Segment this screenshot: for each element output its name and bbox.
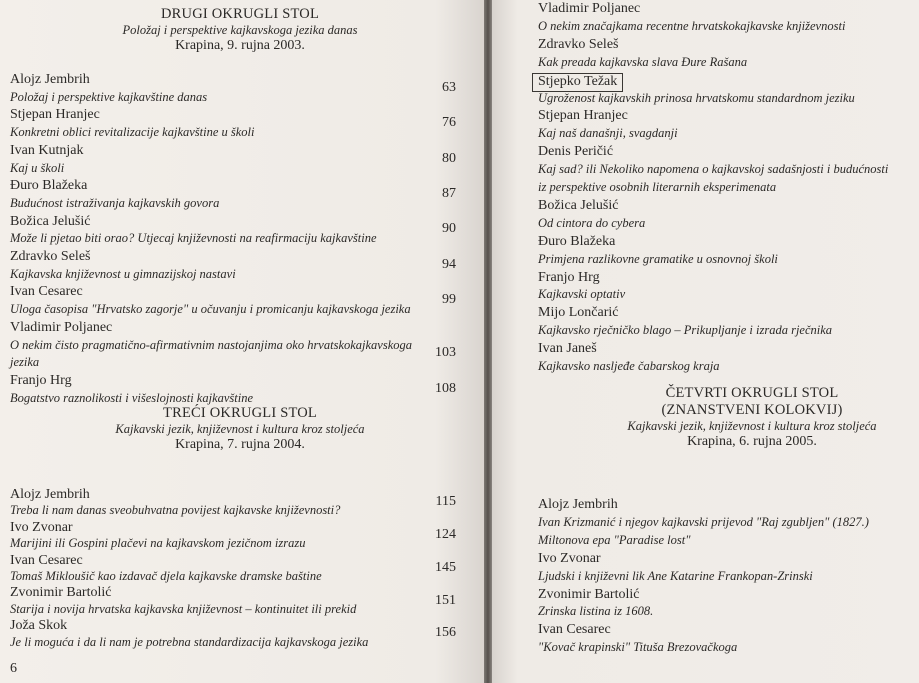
section-2-header xyxy=(30,6,450,54)
entry-author: Alojz Jembrih xyxy=(10,487,90,502)
entry-page-number: 99 xyxy=(442,292,456,308)
entry-title: Budućnost istraživanja kajkavskih govora xyxy=(10,195,220,210)
entry-author: Franjo Hrg xyxy=(538,269,600,285)
entry-page-number: 87 xyxy=(442,186,456,202)
entry-title: Kaj sad? ili Nekoliko napomena o kajkavskoj sadašnjosti i budućnosti xyxy=(538,162,889,177)
entry-author: Stjepko Težak xyxy=(532,73,623,92)
section-title: DRUGI OKRUGLI STOL xyxy=(161,6,319,22)
entry-title: Kak preada kajkavska slava Đure Rašana xyxy=(538,54,748,69)
entry-title: Konkretni oblici revitalizacije kajkavštine u školi xyxy=(10,125,255,140)
section-3-header xyxy=(30,405,450,453)
entry-author: Ivan Kutnjak xyxy=(10,142,84,158)
entry-author: Alojz Jembrih xyxy=(10,72,90,87)
entry-title: Zrinska listina iz 1608. xyxy=(538,604,654,619)
entry-author: Ivo Zvonar xyxy=(10,519,73,535)
entry-author: Zvonimir Bartolić xyxy=(538,586,640,602)
section-date: Krapina, 9. rujna 2003. xyxy=(175,38,305,53)
section-title: TREĆI OKRUGLI STOL xyxy=(163,405,317,421)
entry-title: Kajkavski optativ xyxy=(538,287,626,302)
section-date: Krapina, 7. rujna 2004. xyxy=(175,437,305,452)
section-date: Krapina, 6. rujna 2005. xyxy=(687,434,817,449)
entry-author: Ivan Cesarec xyxy=(538,622,611,638)
book-gutter xyxy=(484,0,492,683)
entry-title: Je li moguća i da li nam je potrebna standardizacija kajkavskoga jezika xyxy=(10,634,369,649)
entry-title: Kaj naš današnji, svagdanji xyxy=(538,126,678,141)
entry-author: Božica Jelušić xyxy=(10,213,91,229)
entry-author: Ivan Janeš xyxy=(538,341,597,357)
entry-author: Đuro Blažeka xyxy=(538,233,616,249)
entry-page-number: 145 xyxy=(435,559,456,575)
entry-title: Uloga časopisa "Hrvatsko zagorje" u očuvanju i promicanju kajkavskoga jezika xyxy=(10,302,411,317)
entry-page-number: 108 xyxy=(435,380,456,396)
entry-author: Zdravko Seleš xyxy=(10,249,91,264)
entry-title-continued: iz perspektive osobnih literarnih eksperimenata xyxy=(538,180,777,194)
section-title-2: (ZNANSTVENI KOLOKVIJ) xyxy=(661,402,843,418)
entry-title: Tomaš Mikloušič kao izdavač djela kajkavske dramske baštine xyxy=(10,569,322,583)
entry-page-number: 76 xyxy=(442,115,456,131)
entry-title: O nekim čisto pragmatično-afirmativnim nastojanjima oko hrvatskokajkavskoga xyxy=(10,337,413,352)
entry-title: Od cintora do cybera xyxy=(538,215,646,230)
entry-title: Kajkavska književnost u gimnazijskoj nastavi xyxy=(10,266,236,281)
entry-title-continued: jezika xyxy=(10,355,40,370)
entry-page-number: 115 xyxy=(435,494,456,510)
entry-author: Stjepan Hranjec xyxy=(538,108,628,124)
entry-author: Ivan Cesarec xyxy=(10,552,83,568)
entry-title: Marijini ili Gospini plačevi na kajkavskom jezičnom izrazu xyxy=(10,536,306,551)
section-subtitle: Kajkavski jezik, književnost i kultura kroz stoljeća xyxy=(627,419,877,433)
entry-author: Zdravko Seleš xyxy=(538,36,619,52)
entry-author: Alojz Jembrih xyxy=(538,497,618,512)
entry-author: Joža Skok xyxy=(10,618,68,634)
entry-author: Vladimir Poljanec xyxy=(538,1,641,16)
entry-page-number: 156 xyxy=(435,625,456,641)
entry-title: Kaj u školi xyxy=(10,160,65,175)
entry-title: O nekim značajkama recentne hrvatskokajkavske književnosti xyxy=(538,18,846,33)
entry-author: Đuro Blažeka xyxy=(10,178,88,194)
entry-author: Zvonimir Bartolić xyxy=(10,585,112,601)
entry-page-number: 103 xyxy=(435,345,456,361)
entry-title: Može li pjetao biti orao? Utjecaj književnosti na reafirmaciju kajkavštine xyxy=(10,231,377,246)
entry-title: Kajkavsko rječničko blago – Prikupljanje i izrada rječnika xyxy=(538,323,833,338)
entry-title: Položaj i perspektive kajkavštine danas xyxy=(10,89,208,104)
entry-title: Ugroženost kajkavskih prinosa hrvatskomu standardnom jeziku xyxy=(538,90,855,105)
section-subtitle: Položaj i perspektive kajkavskoga jezika danas xyxy=(122,23,358,37)
entry-page-number: 90 xyxy=(442,221,456,237)
section-title: ČETVRTI OKRUGLI STOL xyxy=(665,385,839,401)
entry-title: Bogatstvo raznolikosti i višeslojnosti kajkavštine xyxy=(10,390,254,405)
entry-author: Franjo Hrg xyxy=(10,372,72,388)
entry-author: Mijo Lončarić xyxy=(538,305,619,321)
entry-author: Stjepan Hranjec xyxy=(10,107,100,123)
entry-page-number: 80 xyxy=(442,150,456,166)
entry-page-number: 151 xyxy=(435,592,456,608)
entry-author: Božica Jelušić xyxy=(538,197,619,213)
entry-page-number: 63 xyxy=(442,79,456,95)
entry-title: Ljudski i književni lik Ane Katarine Frankopan-Zrinski xyxy=(538,568,813,583)
section-4-header xyxy=(602,385,902,450)
entry-title: Primjena razlikovne gramatike u osnovnoj školi xyxy=(538,251,778,266)
entry-page-number: 124 xyxy=(435,527,456,542)
entry-page-number: 94 xyxy=(442,256,456,272)
page-number: 6 xyxy=(10,661,17,676)
entry-title: "Kovač krapinski" Tituša Brezovačkoga xyxy=(538,640,738,655)
entry-title-continued: Miltonova epa "Paradise lost" xyxy=(538,532,691,547)
entry-title: Starija i novija hrvatska kajkavska književnost – kontinuitet ili prekid xyxy=(10,601,357,616)
entry-author: Vladimir Poljanec xyxy=(10,319,113,335)
entry-author: Ivan Cesarec xyxy=(10,284,83,300)
right-page xyxy=(492,0,919,683)
entry-title: Ivan Krizmanić i njegov kajkavski prijevod "Raj zgubljen" (1827.) xyxy=(538,514,869,529)
section-subtitle: Kajkavski jezik, književnost i kultura kroz stoljeća xyxy=(115,422,365,436)
entry-author: Ivo Zvonar xyxy=(538,550,601,566)
entry-author: Denis Peričić xyxy=(538,144,614,160)
entry-title: Treba li nam danas sveobuhvatna povijest kajkavske književnosti? xyxy=(10,503,341,518)
entry-title: Kajkavsko nasljeđe čabarskog kraja xyxy=(538,359,720,373)
